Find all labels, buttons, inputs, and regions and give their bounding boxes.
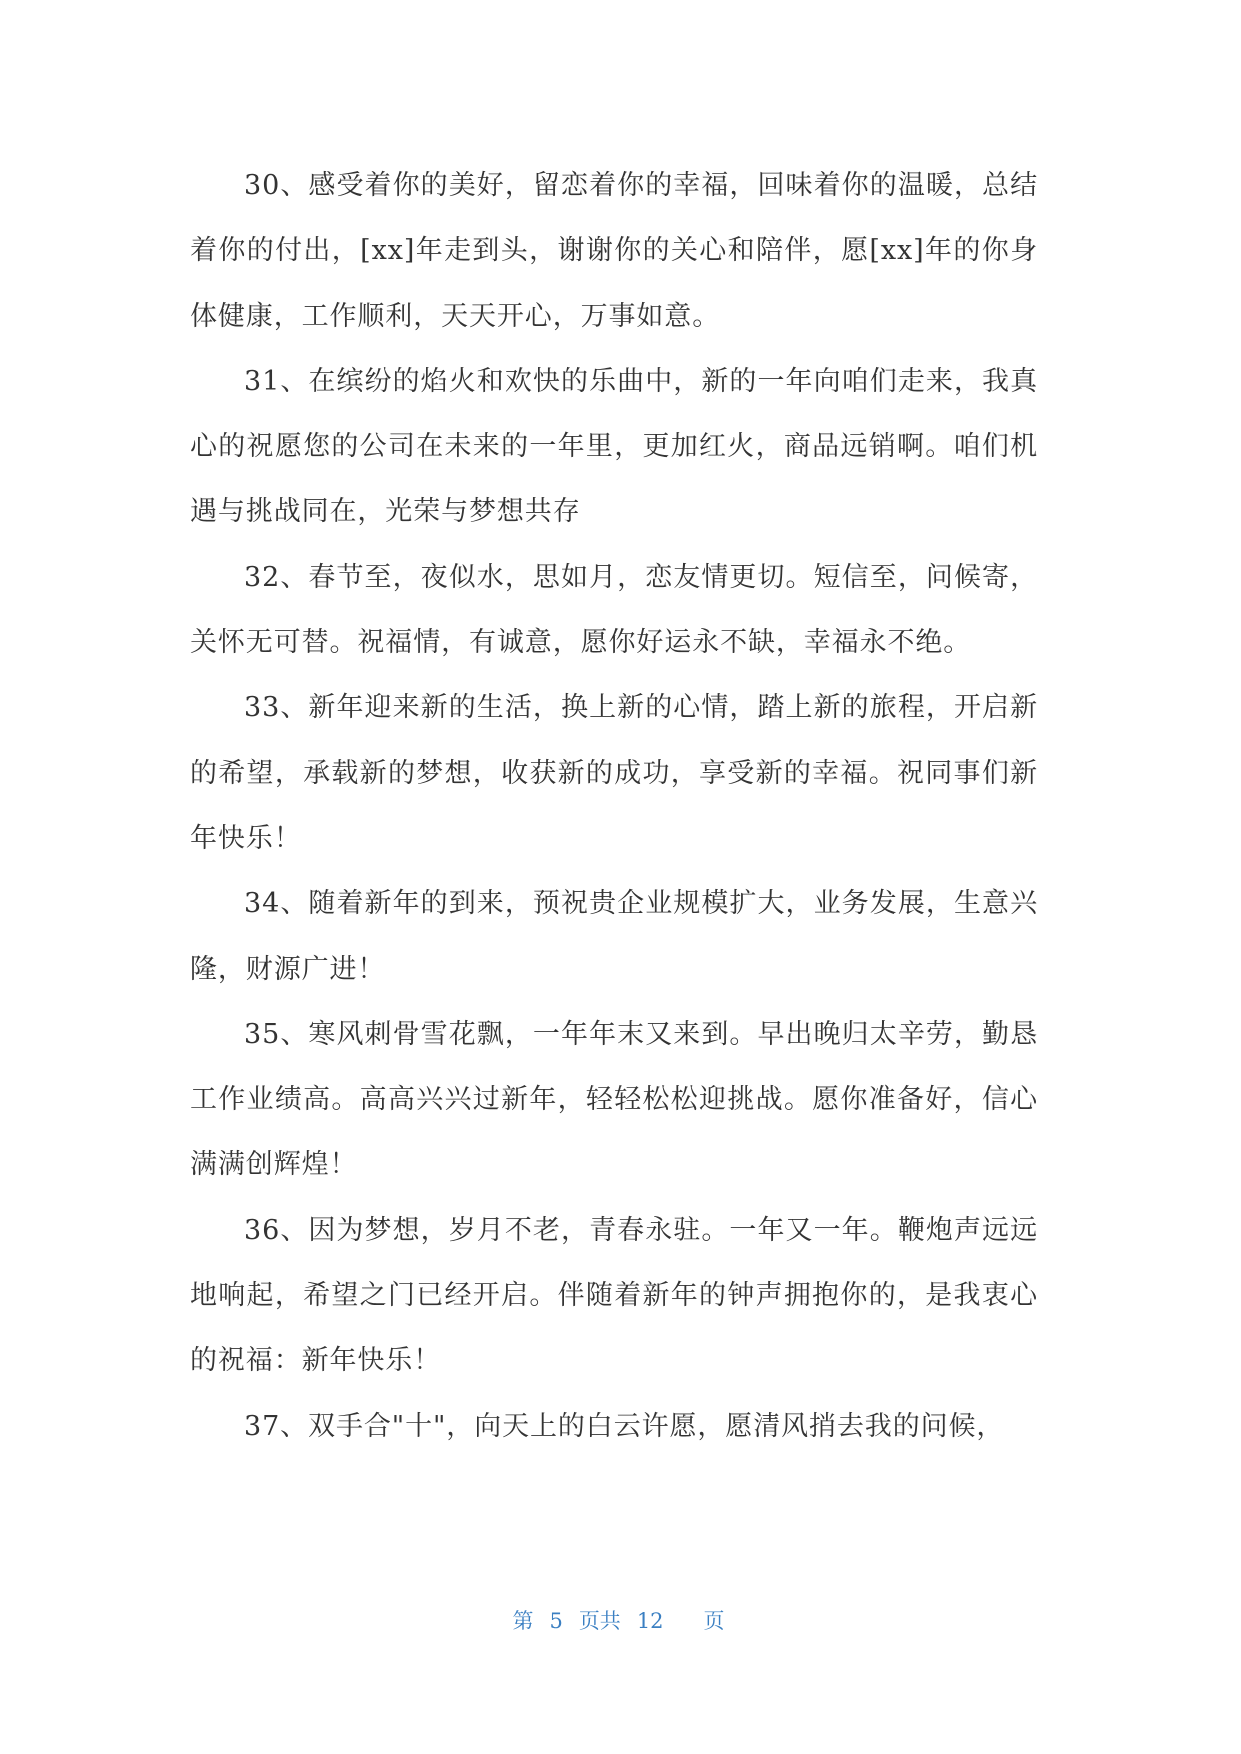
footer-suffix: 页	[703, 1609, 725, 1633]
paragraph-30: 30、感受着你的美好，留恋着你的幸福，回味着你的温暖，总结着你的付出，[xx]年走到头，谢谢你的关心和陪伴，愿[xx]年的你身体健康，工作顺利，天天开心，万事如意。	[190, 170, 1038, 332]
document-body	[190, 153, 1038, 1459]
paragraph-35: 35、寒风刺骨雪花飘，一年年末又来到。早出晚归太辛劳，勤恳工作业绩高。高高兴兴过新年，轻轻松松迎挑战。愿你准备好，信心满满创辉煌！	[190, 1018, 1038, 1181]
paragraph-36: 36、因为梦想，岁月不老，青春永驻。一年又一年。鞭炮声远远地响起，希望之门已经开启。伴随着新年的钟声拥抱你的，是我衷心的祝福：新年快乐！	[190, 1214, 1038, 1377]
footer-total-pages: 12	[636, 1609, 664, 1633]
page-footer	[0, 1605, 1241, 1635]
paragraph-32: 32、春节至，夜似水，思如月，恋友情更切。短信至，问候寄，关怀无可替。祝福情，有诚意，愿你好运永不缺，幸福永不绝。	[190, 561, 1038, 659]
paragraph-31: 31、在缤纷的焰火和欢快的乐曲中，新的一年向咱们走来，我真心的祝愿您的公司在未来的一年里，更加红火，商品远销啊。咱们机遇与挑战同在，光荣与梦想共存	[190, 365, 1038, 528]
paragraph-34: 34、随着新年的到来，预祝贵企业规模扩大，业务发展，生意兴隆，财源广进！	[190, 888, 1038, 985]
paragraph-37: 37、双手合"十"，向天上的白云许愿，愿清风捎去我的问候，	[244, 1410, 1005, 1442]
footer-prefix: 第	[512, 1609, 534, 1633]
footer-current-page: 5	[549, 1609, 563, 1633]
paragraph-33: 33、新年迎来新的生活，换上新的心情，踏上新的旅程，开启新的希望，承载新的梦想，收获新的成功，享受新的幸福。祝同事们新年快乐！	[190, 692, 1038, 854]
footer-middle: 页共	[578, 1609, 621, 1633]
